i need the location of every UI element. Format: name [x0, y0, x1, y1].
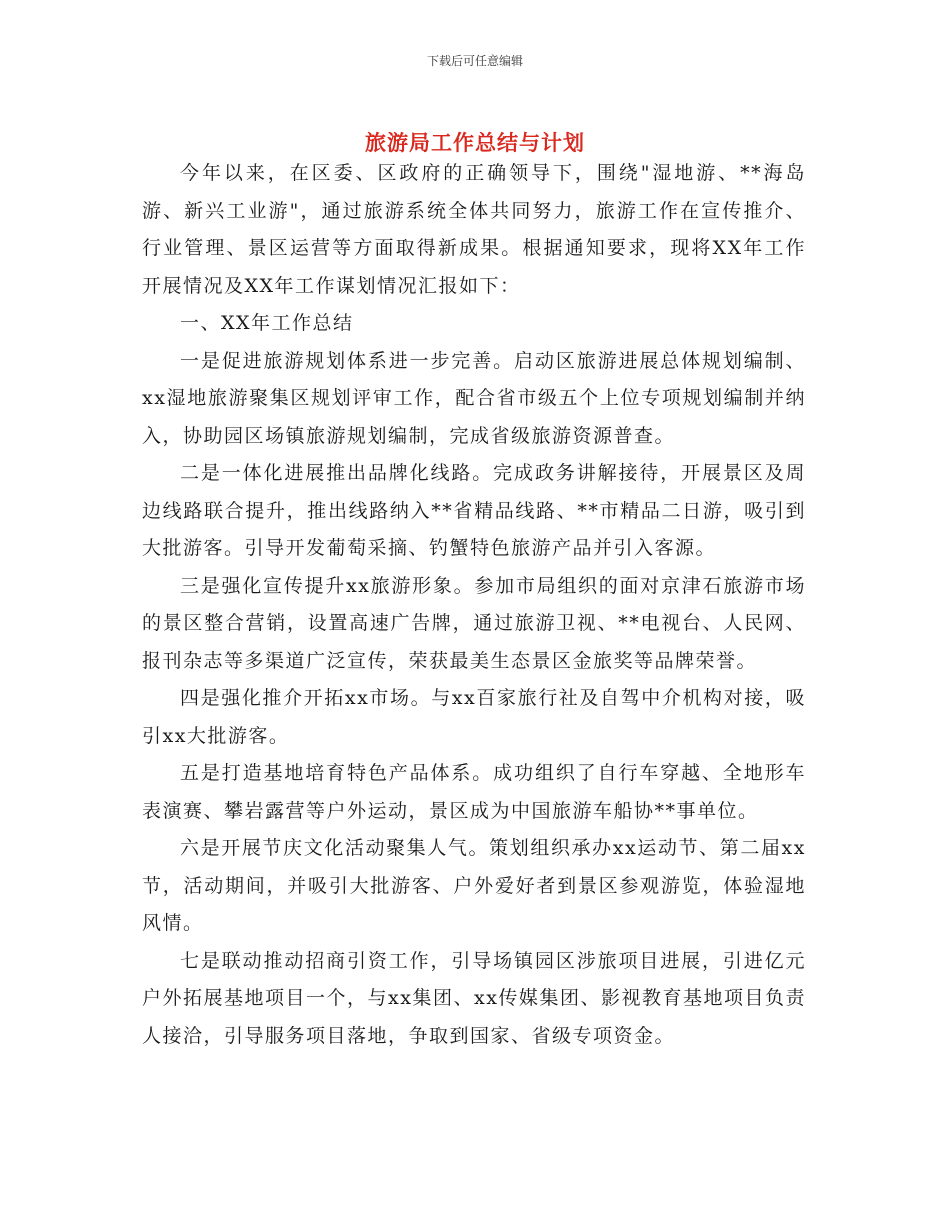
section-heading: 一、XX年工作总结 [180, 312, 354, 334]
header-note: 下载后可任意编辑 [426, 54, 523, 68]
paragraph-item-7: 七是联动推动招商引资工作，引导场镇园区涉旅项目进展，引进亿元户外拓展基地项目一个，与xx集团、xx传媒集团、影视教育基地项目负责人接洽，引导服务项目落地，争取到国家、省级专项资金。 [142, 949, 806, 1047]
document-body [142, 155, 806, 1055]
paragraph-item-6: 六是开展节庆文化活动聚集人气。策划组织承办xx运动节、第二届xx节，活动期间，并吸引大批游客、户外爱好者到景区参观游览，体验湿地风情。 [142, 837, 806, 934]
paragraph-intro: 今年以来，在区委、区政府的正确领导下，围绕"湿地游、**海岛游、新兴工业游"，通过旅游系统全体共同努力，旅游工作在宣传推介、行业管理、景区运营等方面取得新成果。根据通知要求，现将XX年工作开展情况及XX年工作谋划情况汇报如下： [142, 162, 806, 297]
paragraph-item-4: 四是强化推介开拓xx市场。与xx百家旅行社及自驾中介机构对接，吸引xx大批游客。 [142, 687, 806, 747]
paragraph-item-2: 二是一体化进展推出品牌化线路。完成政务讲解接待，开展景区及周边线路联合提升，推出线路纳入**省精品线路、**市精品二日游，吸引到大批游客。引导开发葡萄采摘、钓蟹特色旅游产品并引入客源。 [142, 462, 806, 559]
paragraph-item-3: 三是强化宣传提升xx旅游形象。参加市局组织的面对京津石旅游市场的景区整合营销，设置高速广告牌，通过旅游卫视、**电视台、人民网、报刊杂志等多渠道广泛宣传，荣获最美生态景区金旅奖等品牌荣誉。 [142, 574, 806, 672]
paragraph-item-1: 一是促进旅游规划体系进一步完善。启动区旅游进展总体规划编制、xx湿地旅游聚集区规划评审工作，配合省市级五个上位专项规划编制并纳入，协助园区场镇旅游规划编制，完成省级旅游资源普查。 [142, 349, 806, 447]
document-title: 旅游局工作总结与计划 [365, 131, 585, 156]
paragraph-item-5: 五是打造基地培育特色产品体系。成功组织了自行车穿越、全地形车表演赛、攀岩露营等户外运动，景区成为中国旅游车船协**事单位。 [142, 762, 806, 822]
